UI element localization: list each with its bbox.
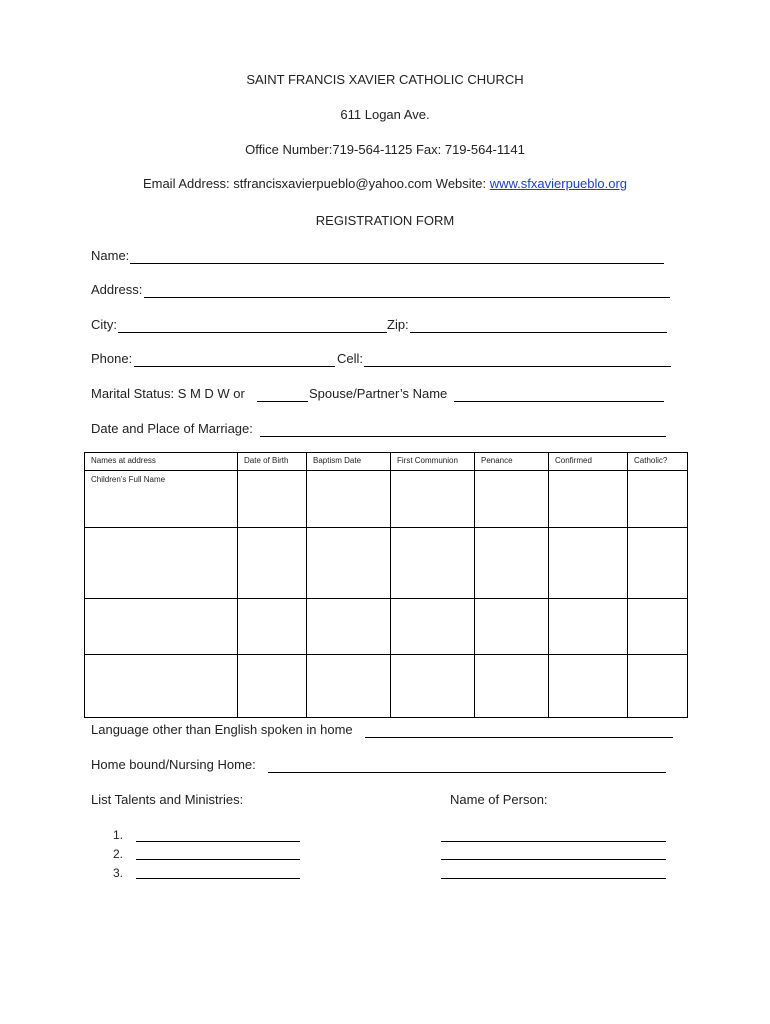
- table-row: [85, 471, 688, 528]
- table-cell[interactable]: [85, 655, 238, 718]
- table-cell[interactable]: [628, 471, 688, 528]
- column-header: Date of Birth: [238, 453, 307, 471]
- column-header: Baptism Date: [307, 453, 391, 471]
- table-cell[interactable]: [628, 599, 688, 655]
- column-header: Penance: [475, 453, 549, 471]
- office-phone-fax: Office Number:719-564-1125 Fax: 719-564-1141: [245, 142, 525, 157]
- homebound-field[interactable]: [268, 772, 666, 773]
- table-row: [85, 599, 688, 655]
- table-cell[interactable]: [307, 655, 391, 718]
- talents-label: List Talents and Ministries:: [91, 792, 244, 807]
- table-cell[interactable]: [238, 528, 307, 599]
- table-cell[interactable]: [391, 599, 475, 655]
- address-field[interactable]: [144, 297, 670, 298]
- table-row: [85, 655, 688, 718]
- list-number: 2.: [113, 847, 124, 861]
- spouse-label: Spouse/Partner’s Name: [309, 386, 448, 401]
- table-cell[interactable]: [549, 655, 628, 718]
- column-header: First Communion: [391, 453, 475, 471]
- name-label: Name:: [91, 248, 130, 263]
- email-address: Email Address: stfrancisxavierpueblo@yahoo.com Website:: [142, 176, 490, 191]
- phone-label: Phone:: [91, 351, 133, 366]
- zip-field[interactable]: [410, 332, 667, 333]
- table-header-row: [85, 453, 688, 471]
- table-cell[interactable]: [475, 655, 549, 718]
- table-row: [85, 528, 688, 599]
- table-cell[interactable]: [85, 599, 238, 655]
- homebound-label: Home bound/Nursing Home:: [91, 757, 256, 772]
- address-label: Address:: [91, 282, 143, 297]
- cell-field[interactable]: [364, 366, 671, 367]
- table-cell[interactable]: [391, 528, 475, 599]
- table-cell[interactable]: [391, 655, 475, 718]
- talent-field-1[interactable]: [136, 841, 300, 842]
- church-name: SAINT FRANCIS XAVIER CATHOLIC CHURCH: [246, 72, 524, 87]
- table-cell[interactable]: Children’s Full Name: [85, 471, 238, 528]
- person-field-2[interactable]: [441, 859, 666, 860]
- table-cell[interactable]: [475, 528, 549, 599]
- spouse-field[interactable]: [454, 401, 664, 402]
- list-number: 3.: [113, 866, 124, 880]
- person-field-3[interactable]: [441, 878, 666, 879]
- column-header: Catholic?: [628, 453, 688, 471]
- website-link[interactable]: www.sfxavierpueblo.org: [489, 176, 628, 191]
- marriage-label: Date and Place of Marriage:: [91, 421, 253, 436]
- table-cell[interactable]: [307, 528, 391, 599]
- household-members-table: [84, 452, 688, 718]
- marriage-field[interactable]: [260, 436, 666, 437]
- zip-label: Zip:: [387, 317, 409, 332]
- table-cell[interactable]: [628, 528, 688, 599]
- language-field[interactable]: [365, 737, 673, 738]
- name-field[interactable]: [130, 263, 664, 264]
- column-header: Confirmed: [549, 453, 628, 471]
- table-cell[interactable]: [307, 599, 391, 655]
- table-cell[interactable]: [475, 471, 549, 528]
- table-cell[interactable]: [307, 471, 391, 528]
- person-label: Name of Person:: [450, 792, 548, 807]
- table-cell[interactable]: [549, 528, 628, 599]
- cell-label: Cell:: [337, 351, 364, 366]
- marital-status-other-field[interactable]: [257, 401, 308, 402]
- table-cell[interactable]: [391, 471, 475, 528]
- list-number: 1.: [113, 828, 124, 842]
- talent-field-3[interactable]: [136, 878, 300, 879]
- talent-field-2[interactable]: [136, 859, 300, 860]
- city-label: City:: [91, 317, 117, 332]
- table-cell[interactable]: [628, 655, 688, 718]
- marital-status-label: Marital Status: S M D W or: [91, 386, 245, 401]
- phone-field[interactable]: [134, 366, 335, 367]
- table-cell[interactable]: [238, 599, 307, 655]
- email-website-line: [0, 176, 770, 192]
- form-title: REGISTRATION FORM: [315, 213, 455, 228]
- language-label: Language other than English spoken in home: [91, 722, 353, 737]
- person-field-1[interactable]: [441, 841, 666, 842]
- table-cell[interactable]: [85, 528, 238, 599]
- column-header: Names at address: [85, 453, 238, 471]
- table-cell[interactable]: [238, 655, 307, 718]
- table-cell[interactable]: [238, 471, 307, 528]
- city-field[interactable]: [118, 332, 387, 333]
- table-cell[interactable]: [475, 599, 549, 655]
- church-address: 611 Logan Ave.: [340, 107, 430, 122]
- table-cell[interactable]: [549, 599, 628, 655]
- table-cell[interactable]: [549, 471, 628, 528]
